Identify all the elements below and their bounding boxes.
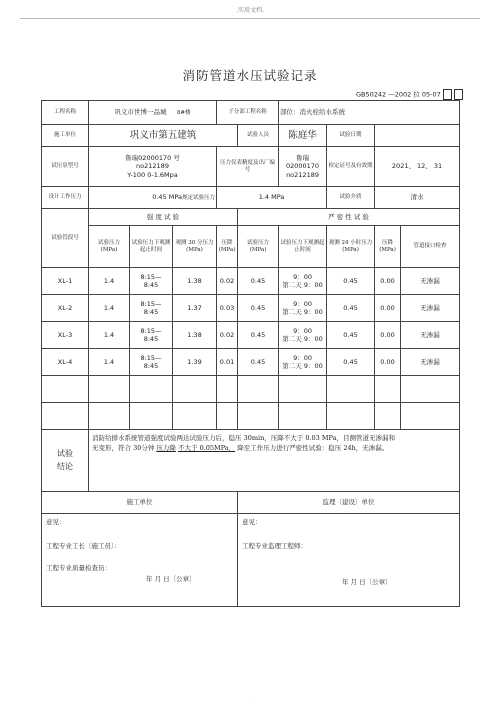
code-box-icon — [454, 89, 463, 100]
test-time-start: 8:15— — [140, 326, 162, 335]
conclusion-line2-b: 压力降 — [156, 444, 176, 453]
medium-value: 清水 — [375, 187, 460, 209]
test-time-end: 8:45 — [143, 308, 159, 316]
strength-header: 强 度 试 验 — [89, 209, 238, 226]
conclusion-line2-a: 无变形，符合 30分钟 — [92, 444, 155, 453]
supervisor-label: 工程专业监理工程师： — [242, 541, 308, 550]
test-time — [130, 295, 173, 322]
pump-line3: Y-100 0-1.6Mpa — [127, 170, 178, 179]
joint-check: 无渗漏 — [401, 268, 460, 295]
pressure-30min: 1.37 — [173, 295, 217, 322]
pipe-id: XL-3 — [42, 322, 89, 349]
pressure-24h: 0.45 — [327, 295, 375, 322]
pipe-id: XL-1 — [42, 268, 89, 295]
design-value: 0.45 MPa — [152, 193, 182, 202]
spec-value: 1.4 MPa — [217, 187, 327, 209]
right-sign-header: 监理〔建设〕单位 — [238, 492, 460, 514]
tight-time-end: 第二天 9：00 — [282, 308, 323, 316]
page-footer-mark: . — [249, 696, 251, 702]
pressure-24h: 0.45 — [327, 349, 375, 376]
conclusion-line2-d: 降至工作压力进行严密性试验：稳压 — [237, 444, 342, 453]
pressure-30min: 1.39 — [173, 349, 217, 376]
col-tight-drop — [375, 226, 401, 268]
subdivision-label: 子分部工程名称 — [217, 101, 279, 125]
col-drop-label: 压降 — [221, 239, 233, 246]
test-record-table — [41, 100, 460, 607]
col-24h — [327, 226, 375, 268]
col-check: 管道接口检查 — [401, 226, 460, 268]
test-pressure: 1.4 — [89, 322, 130, 349]
col-tight-pressure — [238, 226, 279, 268]
position-label: 部位：消火栓给水系统 — [279, 101, 460, 125]
table-row — [42, 268, 460, 295]
tight-pressure: 0.45 — [238, 349, 279, 376]
test-time-start: 8:15— — [140, 353, 162, 362]
pressure-24h: 0.45 — [327, 322, 375, 349]
tight-time — [279, 295, 327, 322]
conclusion-label: 试验结论 — [42, 430, 89, 492]
design-cell — [89, 187, 217, 209]
pump-value — [89, 147, 217, 187]
tight-time-end: 第二天 9：00 — [282, 335, 323, 343]
left-sign-header: 施工单位 — [42, 492, 238, 514]
cert-label: 检定证号及有效期 — [327, 147, 375, 187]
left-date: 年 月 日〔公章〕 — [146, 575, 196, 584]
project-label: 工程名称 — [42, 101, 89, 125]
design-label: 设计工作压力 — [42, 187, 89, 209]
date-label: 试验日期 — [327, 125, 375, 147]
joint-check: 无渗漏 — [401, 322, 460, 349]
right-opinion: 意见： — [242, 518, 262, 526]
col-tight-drop-unit: (MPa) — [379, 246, 396, 253]
tight-time-start: 9：00 — [293, 326, 312, 335]
tight-drop: 0.00 — [375, 349, 401, 376]
tight-time — [279, 349, 327, 376]
tight-time-start: 9：00 — [293, 299, 312, 308]
medium-label: 试验介质 — [327, 187, 375, 209]
tight-time — [279, 322, 327, 349]
test-time-start: 8:15— — [140, 299, 162, 308]
cert-value: 2021、 12、 31 — [375, 147, 460, 187]
pressure-drop: 0.03 — [217, 295, 238, 322]
col-test-pressure-label: 试验压力 — [97, 239, 120, 246]
tight-pressure: 0.45 — [238, 322, 279, 349]
header-divider — [20, 18, 480, 19]
pressure-30min: 1.38 — [173, 322, 217, 349]
building-value: 8#楼 — [176, 110, 191, 117]
pressure-30min: 1.38 — [173, 268, 217, 295]
tight-time-end: 第二天 9：00 — [282, 362, 323, 370]
test-time — [130, 322, 173, 349]
col-tight-drop-label: 压降 — [382, 239, 394, 246]
pipe-id: XL-2 — [42, 295, 89, 322]
empty-row — [42, 403, 460, 430]
test-time-end: 8:45 — [143, 335, 159, 343]
table-row — [42, 322, 460, 349]
col-tight-time: 试验压力下观测起止时间 — [279, 226, 327, 268]
col-drop-unit: (MPa) — [218, 246, 236, 253]
tight-time — [279, 268, 327, 295]
tight-time-start: 9：00 — [293, 272, 312, 281]
pump-line1: 鲁瑞02000170 号 — [125, 154, 180, 163]
test-pressure: 1.4 — [89, 349, 130, 376]
unit-label: 施工单位 — [42, 125, 89, 147]
tight-time-start: 9：00 — [293, 353, 312, 362]
col-30min: 观测 30 分压力 (MPa) — [173, 226, 217, 268]
pipe-id: XL-4 — [42, 349, 89, 376]
left-sign-body — [42, 514, 238, 607]
test-time-end: 8:45 — [143, 362, 159, 370]
foreman-label: 工程专业工长〔施工员〕： — [46, 541, 121, 550]
pipe-header: 试验管段号 — [42, 209, 89, 268]
test-time — [130, 268, 173, 295]
tester-label: 试验人员 — [238, 125, 279, 147]
col-test-pressure-unit: (MPa) — [100, 246, 118, 253]
pressure-drop: 0.02 — [217, 268, 238, 295]
date-value — [375, 125, 460, 147]
page-header-text: .实用文档. — [236, 7, 264, 14]
conclusion-line2-e: 24h，无渗漏。 — [343, 444, 389, 453]
joint-check: 无渗漏 — [401, 349, 460, 376]
gauge-value — [279, 147, 327, 187]
right-sign-body — [238, 514, 460, 607]
code-box-icon — [443, 89, 452, 100]
gauge-line2: no212189 — [286, 170, 319, 179]
tight-header: 严 密 性 试 验 — [238, 209, 460, 226]
gauge-line1: 鲁瑞02000170 — [285, 154, 320, 171]
spec-label: 规定试验压力 — [182, 195, 216, 202]
test-time — [130, 349, 173, 376]
col-drop — [217, 226, 238, 268]
joint-check: 无渗漏 — [401, 295, 460, 322]
test-pressure: 1.4 — [89, 295, 130, 322]
tight-pressure: 0.45 — [238, 268, 279, 295]
project-value: 巩义市世博一品城 — [114, 108, 167, 117]
conclusion-line1: 消防给排水系统管道强度试验两达试验压力后，稳压 30min，压降不大于 0.03 MPa，目测管道无渗漏和 — [92, 434, 395, 442]
tester-value: 陈庭华 — [279, 125, 327, 147]
col-tight-pressure-label: 试验压力 — [247, 239, 270, 246]
table-row — [42, 349, 460, 376]
col-time: 试验压力下观测起止时间 — [130, 226, 173, 268]
conclusion-line2-c: 不大于 0.05MPa， — [178, 444, 236, 453]
unit-value: 巩义市第五建筑 — [89, 125, 238, 147]
empty-row — [42, 376, 460, 403]
test-time-start: 8:15— — [140, 272, 162, 281]
test-time-end: 8:45 — [143, 281, 159, 289]
tight-drop: 0.00 — [375, 295, 401, 322]
pressure-drop: 0.02 — [217, 322, 238, 349]
left-opinion: 意见： — [46, 518, 66, 526]
col-tight-pressure-unit: (MPa) — [249, 246, 267, 253]
tight-time-end: 第二天 9：00 — [282, 281, 323, 289]
conclusion-line2 — [92, 443, 456, 453]
tight-drop: 0.00 — [375, 322, 401, 349]
standard-code-text: GB50242 —2002 拉 05-07 — [356, 90, 441, 99]
qc-label: 工程专业质量检查员： — [46, 563, 111, 572]
document-title: 消防管道水压试验记录 — [182, 68, 318, 83]
pump-label: 试压泵型号 — [42, 147, 89, 187]
col-test-pressure — [89, 226, 130, 268]
conclusion-text — [89, 430, 460, 492]
col-24h-unit: (MPa) — [342, 246, 359, 253]
pump-line2: no212189 — [136, 162, 169, 171]
table-row — [42, 295, 460, 322]
tight-drop: 0.00 — [375, 268, 401, 295]
tight-pressure: 0.45 — [238, 295, 279, 322]
pressure-drop: 0.01 — [217, 349, 238, 376]
gauge-label: 压力仪表精度及出厂编号 — [217, 147, 279, 187]
col-24h-label: 观测 24 小时压力 — [328, 239, 373, 246]
pressure-24h: 0.45 — [327, 268, 375, 295]
test-pressure: 1.4 — [89, 268, 130, 295]
right-date: 年 月 日〔公章〕 — [342, 577, 392, 586]
standard-code — [356, 89, 463, 100]
project-cell — [89, 101, 217, 125]
